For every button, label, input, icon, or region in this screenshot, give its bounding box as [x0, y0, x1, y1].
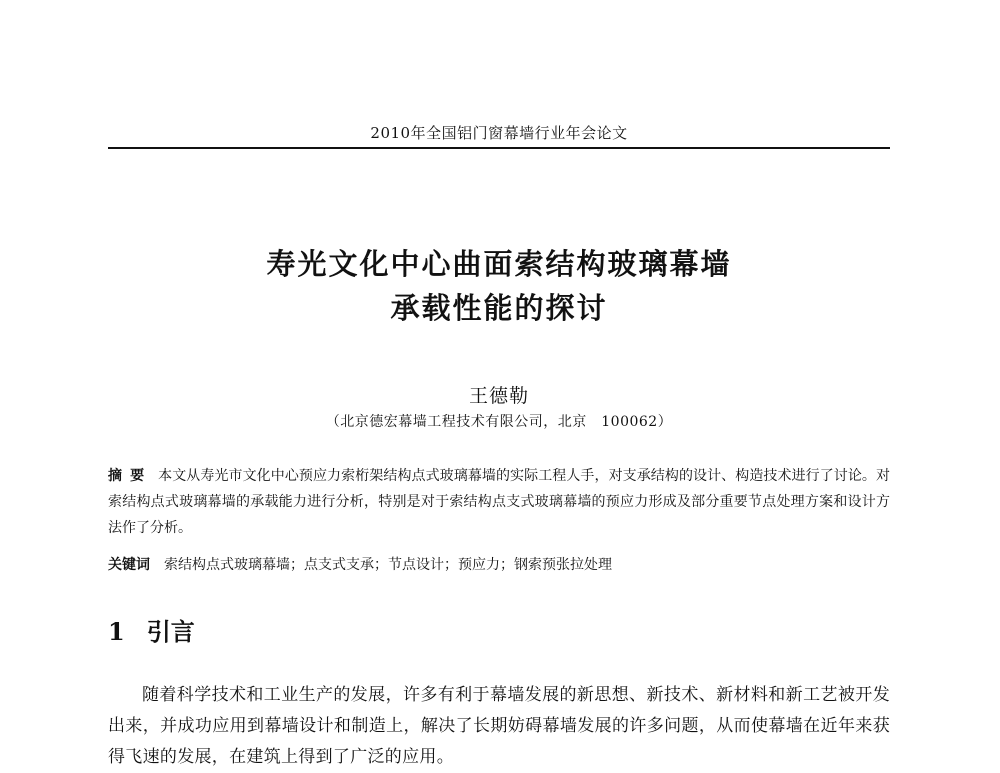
section-number: 1 [108, 617, 125, 646]
header-rule [108, 147, 890, 149]
paper-title-line-2: 承载性能的探讨 [390, 291, 608, 325]
author-name: 王德勒 [468, 385, 529, 407]
abstract-label: 摘要 [108, 468, 153, 484]
running-header: 2010年全国铝门窗幕墙行业年会论文 [370, 124, 628, 142]
intro-paragraph: 随着科学技术和工业生产的发展，许多有利于幕墙发展的新思想、新技术、新材料和新工艺被开发出来，并成功应用到幕墙设计和制造上，解决了长期妨碍幕墙发展的许多问题，从而使幕墙在近年来获得飞速的发展，在建筑上得到了广泛的应用。 [108, 685, 890, 767]
section-title: 引言 [146, 618, 195, 646]
abstract-text: 本文从寿光市文化中心预应力索桁架结构点式玻璃幕墙的实际工程人手，对支承结构的设计、构造技术进行了讨论。对索结构点式玻璃幕墙的承载能力进行分析，特别是对于索结构点支式玻璃幕墙的预应力形成及部分重要节点处理方案和设计方法作了分析。 [108, 468, 891, 536]
abstract [108, 463, 890, 541]
paper-title-line-1: 寿光文化中心曲面索结构玻璃幕墙 [266, 247, 732, 281]
keywords-label: 关键词 [108, 557, 150, 573]
author-affiliation: （北京德宏幕墙工程技术有限公司，北京 100062） [325, 414, 673, 430]
section-heading [108, 612, 195, 647]
keywords [108, 553, 890, 577]
keywords-text: 索结构点式玻璃幕墙；点支式支承；节点设计；预应力；钢索预张拉处理 [164, 557, 612, 573]
paper-title [108, 242, 890, 330]
